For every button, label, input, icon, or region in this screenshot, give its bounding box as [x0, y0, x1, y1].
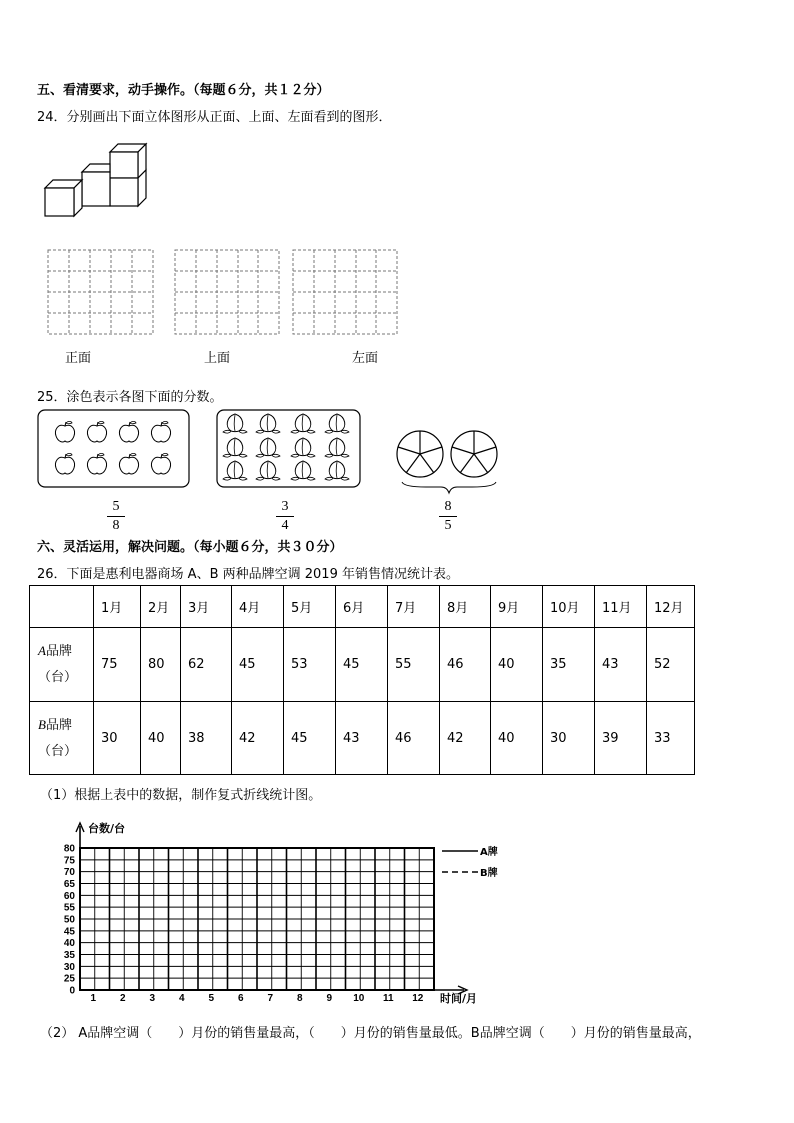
legend-label-b: B牌 — [480, 868, 498, 879]
y-tick-label: 25 — [63, 973, 75, 985]
month-cell: 4月 — [232, 586, 284, 628]
table-cell: 38 — [181, 702, 232, 775]
circle-right — [451, 431, 497, 477]
x-tick-label: 3 — [149, 993, 156, 1004]
brand-b-header: B品牌 （台） — [30, 702, 94, 775]
fraction-8-5: 8 5 — [438, 499, 458, 534]
question-26-text: 26．下面是惠利电器商场 A、B 两种品牌空调 2019 年销售情况统计表。 — [37, 567, 459, 582]
month-cell: 9月 — [491, 586, 543, 628]
question-25-text: 25．涂色表示各图下面的分数。 — [37, 390, 223, 405]
month-cell: 6月 — [336, 586, 388, 628]
x-tick-label: 4 — [178, 993, 185, 1004]
q25-figures — [36, 407, 506, 495]
y-tick-label: 75 — [63, 855, 75, 867]
month-cell: 7月 — [388, 586, 440, 628]
x-tick-label: 11 — [382, 993, 394, 1004]
x-tick-label: 6 — [237, 993, 244, 1004]
table-cell: 53 — [284, 628, 336, 702]
x-tick-label: 1 — [90, 993, 97, 1004]
table-cell: 52 — [647, 628, 695, 702]
view-grids — [44, 248, 404, 338]
x-tick-label: 12 — [412, 993, 424, 1004]
table-cell: 45 — [336, 628, 388, 702]
top-view-grid — [175, 250, 279, 334]
table-cell: 30 — [543, 702, 595, 775]
table-cell: 33 — [647, 702, 695, 775]
table-cell: 40 — [491, 628, 543, 702]
y-tick-label: 0 — [69, 985, 75, 997]
table-cell: 40 — [491, 702, 543, 775]
table-cell: 43 — [595, 628, 647, 702]
front-view-grid — [48, 250, 153, 334]
month-cell: 12月 — [647, 586, 695, 628]
table-corner-cell — [30, 586, 94, 628]
month-cell: 11月 — [595, 586, 647, 628]
y-tick-label: 65 — [63, 879, 75, 890]
month-cell: 8月 — [440, 586, 491, 628]
question-24-text: 24．分别画出下面立体图形从正面、上面、左面看到的图形． — [37, 110, 392, 125]
x-tick-label: 9 — [326, 993, 333, 1004]
legend-label-a: A牌 — [480, 847, 498, 858]
left-view-label: 左面 — [352, 351, 379, 366]
y-axis-label: 台数/台 — [88, 822, 126, 835]
section-5-heading: 五、看清要求，动手操作。（每题６分，共１２分） — [37, 83, 330, 98]
circle-left — [397, 431, 443, 477]
front-view-label: 正面 — [65, 351, 92, 366]
y-tick-label: 45 — [63, 926, 75, 938]
table-cell: 35 — [543, 628, 595, 702]
sales-table — [29, 585, 695, 775]
x-tick-label: 2 — [119, 993, 126, 1004]
y-tick-label: 70 — [63, 867, 75, 879]
table-cell: 40 — [141, 702, 181, 775]
table-cell: 42 — [232, 702, 284, 775]
y-tick-label: 35 — [63, 950, 75, 961]
table-cell: 39 — [595, 702, 647, 775]
sub-question-2: （2） A品牌空调（ ）月份的销售量最高，（ ）月份的销售量最低。B品牌空调（ ）月份的销售量最高， — [40, 1026, 701, 1041]
month-cell: 5月 — [284, 586, 336, 628]
x-tick-label: 8 — [296, 993, 303, 1004]
fraction-3-4: 3 4 — [275, 499, 295, 534]
table-cell: 30 — [94, 702, 141, 775]
y-tick-label: 60 — [63, 890, 75, 902]
x-axis-label: 时间/月 — [440, 992, 478, 1005]
table-cell: 80 — [141, 628, 181, 702]
x-tick-label: 5 — [208, 993, 215, 1004]
table-cell: 45 — [232, 628, 284, 702]
y-tick-label: 30 — [63, 961, 75, 973]
y-tick-label: 80 — [63, 843, 75, 855]
cube-figure — [40, 140, 155, 220]
x-tick-label: 10 — [353, 993, 365, 1004]
brace — [402, 482, 496, 493]
line-chart-grid — [56, 820, 536, 1010]
table-cell: 46 — [388, 702, 440, 775]
x-tick-label: 7 — [267, 993, 274, 1004]
table-cell: 43 — [336, 702, 388, 775]
table-cell: 55 — [388, 628, 440, 702]
month-cell: 10月 — [543, 586, 595, 628]
table-row-brand-a — [30, 628, 695, 702]
table-cell: 46 — [440, 628, 491, 702]
left-view-grid — [293, 250, 397, 334]
brand-a-header: A品牌 （台） — [30, 628, 94, 702]
table-cell: 42 — [440, 702, 491, 775]
fraction-5-8: 5 8 — [106, 499, 126, 534]
y-tick-label: 50 — [63, 914, 75, 926]
top-view-label: 上面 — [204, 351, 231, 366]
table-row-brand-b — [30, 702, 695, 775]
y-tick-label: 55 — [63, 902, 75, 914]
table-header-row — [30, 586, 695, 628]
y-tick-label: 40 — [63, 938, 75, 950]
sub-question-1: （1）根据上表中的数据，制作复式折线统计图。 — [40, 788, 322, 803]
section-6-heading: 六、灵活运用，解决问题。（每小题６分，共３０分） — [37, 540, 343, 555]
table-cell: 75 — [94, 628, 141, 702]
month-cell: 1月 — [94, 586, 141, 628]
table-cell: 45 — [284, 702, 336, 775]
month-cell: 2月 — [141, 586, 181, 628]
month-cell: 3月 — [181, 586, 232, 628]
table-cell: 62 — [181, 628, 232, 702]
